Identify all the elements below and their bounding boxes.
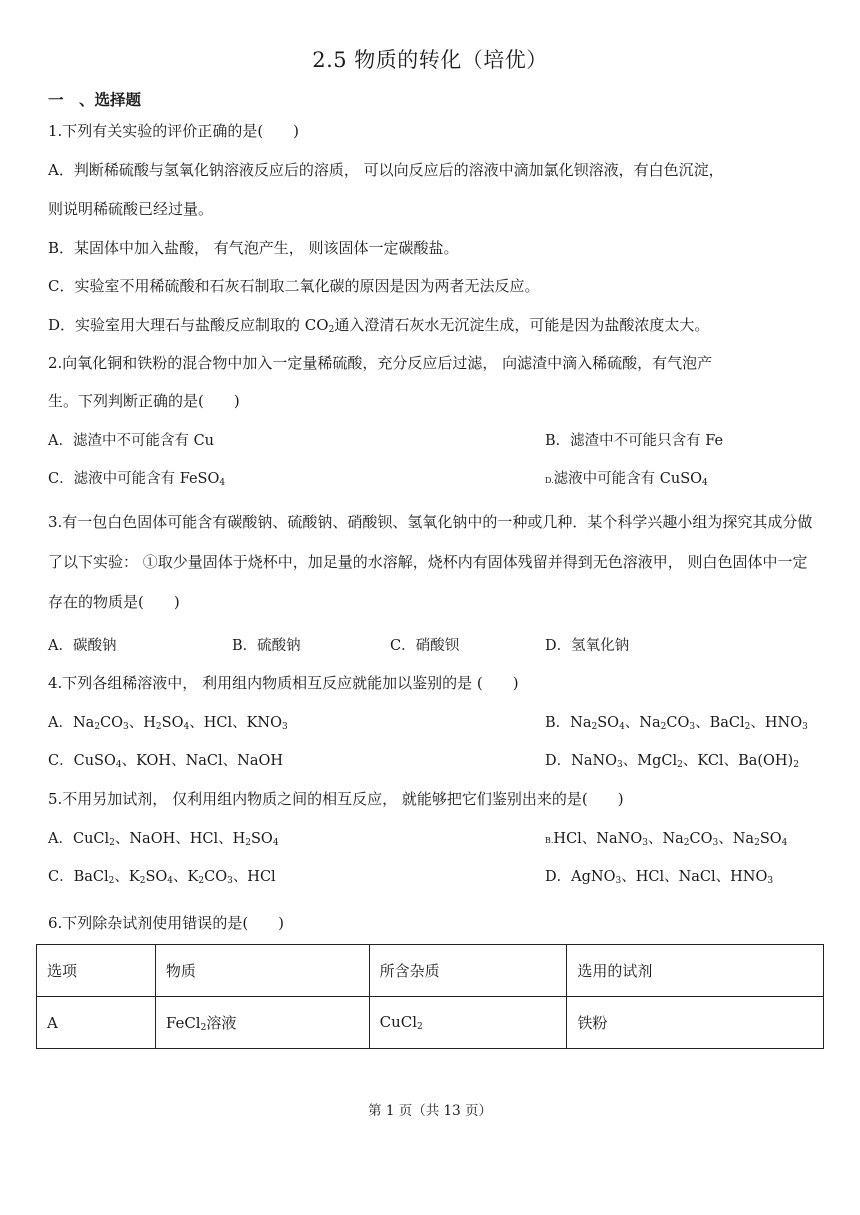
question-3-option-d: D．氢氧化钠 [545,638,630,654]
table-header-substance: 物质 [155,945,369,997]
question-2-stem-line1: 2.向氧化铜和铁粉的混合物中加入一定量稀硫酸，充分反应后过滤， 向滤渣中滴入稀硫酸，有气泡产 [48,354,713,372]
page-footer: 第 1 页（共 13 页） [368,1103,492,1119]
impurity-removal-table [36,944,824,1049]
table-cell-reagent: 铁粉 [567,997,824,1049]
table-header-reagent: 选用的试剂 [567,945,824,997]
question-4-option-b: B．$Na_2SO_4$、$Na_2CO_3$、BaCl$_2$、$HNO_3$ [545,715,808,732]
question-1-option-a-line1: A．判断稀硫酸与氢氧化钠溶液反应后的溶质， 可以向反应后的溶液中滴加氯化钡溶液，有白色沉淀， [48,161,724,179]
question-4-option-a: A．$Na_2CO_3$、$H_2SO_4$、HCl、$KNO_3$ [48,715,288,732]
section-heading: 一 、选择题 [48,91,142,109]
question-3-option-b: B．硫酸钠 [232,638,301,654]
question-4-option-c: C．CuSO$_4$、KOH、NaCl、NaOH [48,753,283,770]
question-3-option-a: A．碳酸钠 [48,638,117,654]
table-header-row [37,945,824,997]
question-1-option-c: C．实验室不用稀硫酸和石灰石制取二氧化碳的原因是因为两者无法反应。 [48,277,540,295]
question-2-option-d: D.滤液中可能含有 CuSO$_4$ [545,471,708,488]
table-cell-substance: FeCl$_2$溶液 [155,997,369,1049]
question-5-stem: 5.不用另加试剂， 仅利用组内物质之间的相互反应， 就能够把它们鉴别出来的是( ) [48,790,624,808]
table-header-option: 选项 [37,945,156,997]
question-5-option-b: B.HCl、NaNO$_3$、$Na_2CO_3$、$Na_2SO_4$ [545,831,788,848]
question-1-stem: 1.下列有关实验的评价正确的是( ) [48,122,300,140]
question-5-option-d: D．AgNO$_3$、HCl、NaCl、$HNO_3$ [545,869,774,886]
question-2-option-c: C．滤液中可能含有 FeSO$_4$ [48,471,226,488]
table-row [37,997,824,1049]
question-4-stem: 4.下列各组稀溶液中， 利用组内物质相互反应就能加以鉴别的是 ( ) [48,674,519,692]
question-2-option-a: A．滤渣中不可能含有 Cu [48,433,215,449]
document-title: 2.5 物质的转化（培优） [312,48,548,72]
question-2-stem-line2: 生。下列判断正确的是( ) [48,392,240,410]
question-1-option-a-line2: 则说明稀硫酸已经过量。 [48,200,214,218]
question-3-stem: 3.有一包白色固体可能含有碳酸钠、硫酸钠、硝酸钡、氢氧化钠中的一种或几种．某个科学兴趣小组为探究其成分做了以下实验： ①取少量固体于烧杯中，加足量的水溶解，烧杯内有固体残留并得到无色溶液甲， 则白色固体中一定存在的物质是( ) [48,513,813,611]
table-cell-impurity: CuCl$_2$ [369,997,567,1049]
question-1-option-b: B．某固体中加入盐酸， 有气泡产生， 则该固体一定碳酸盐。 [48,239,459,257]
question-2-option-b: B．滤渣中不可能只含有 Fe [545,433,724,449]
question-6-stem: 6.下列除杂试剂使用错误的是( ) [48,914,285,932]
question-4-option-d: D．NaNO$_3$、MgCl$_2$、KCl、$Ba(OH)_2$ [545,753,799,770]
table-cell-option: A [37,997,156,1049]
table-header-impurity: 所含杂质 [369,945,567,997]
question-5-option-a: A．CuCl$_2$、NaOH、HCl、$H_2SO_4$ [48,831,279,848]
question-3-option-c: C．硝酸钡 [390,638,460,654]
question-1-option-d: D．实验室用大理石与盐酸反应制取的 $CO_2$通入澄清石灰水无沉淀生成，可能是因为盐酸浓度太大。 [48,316,710,335]
question-5-option-c: C．BaCl$_2$、$K_2SO_4$、$K_2CO_3$、HCl [48,869,276,886]
